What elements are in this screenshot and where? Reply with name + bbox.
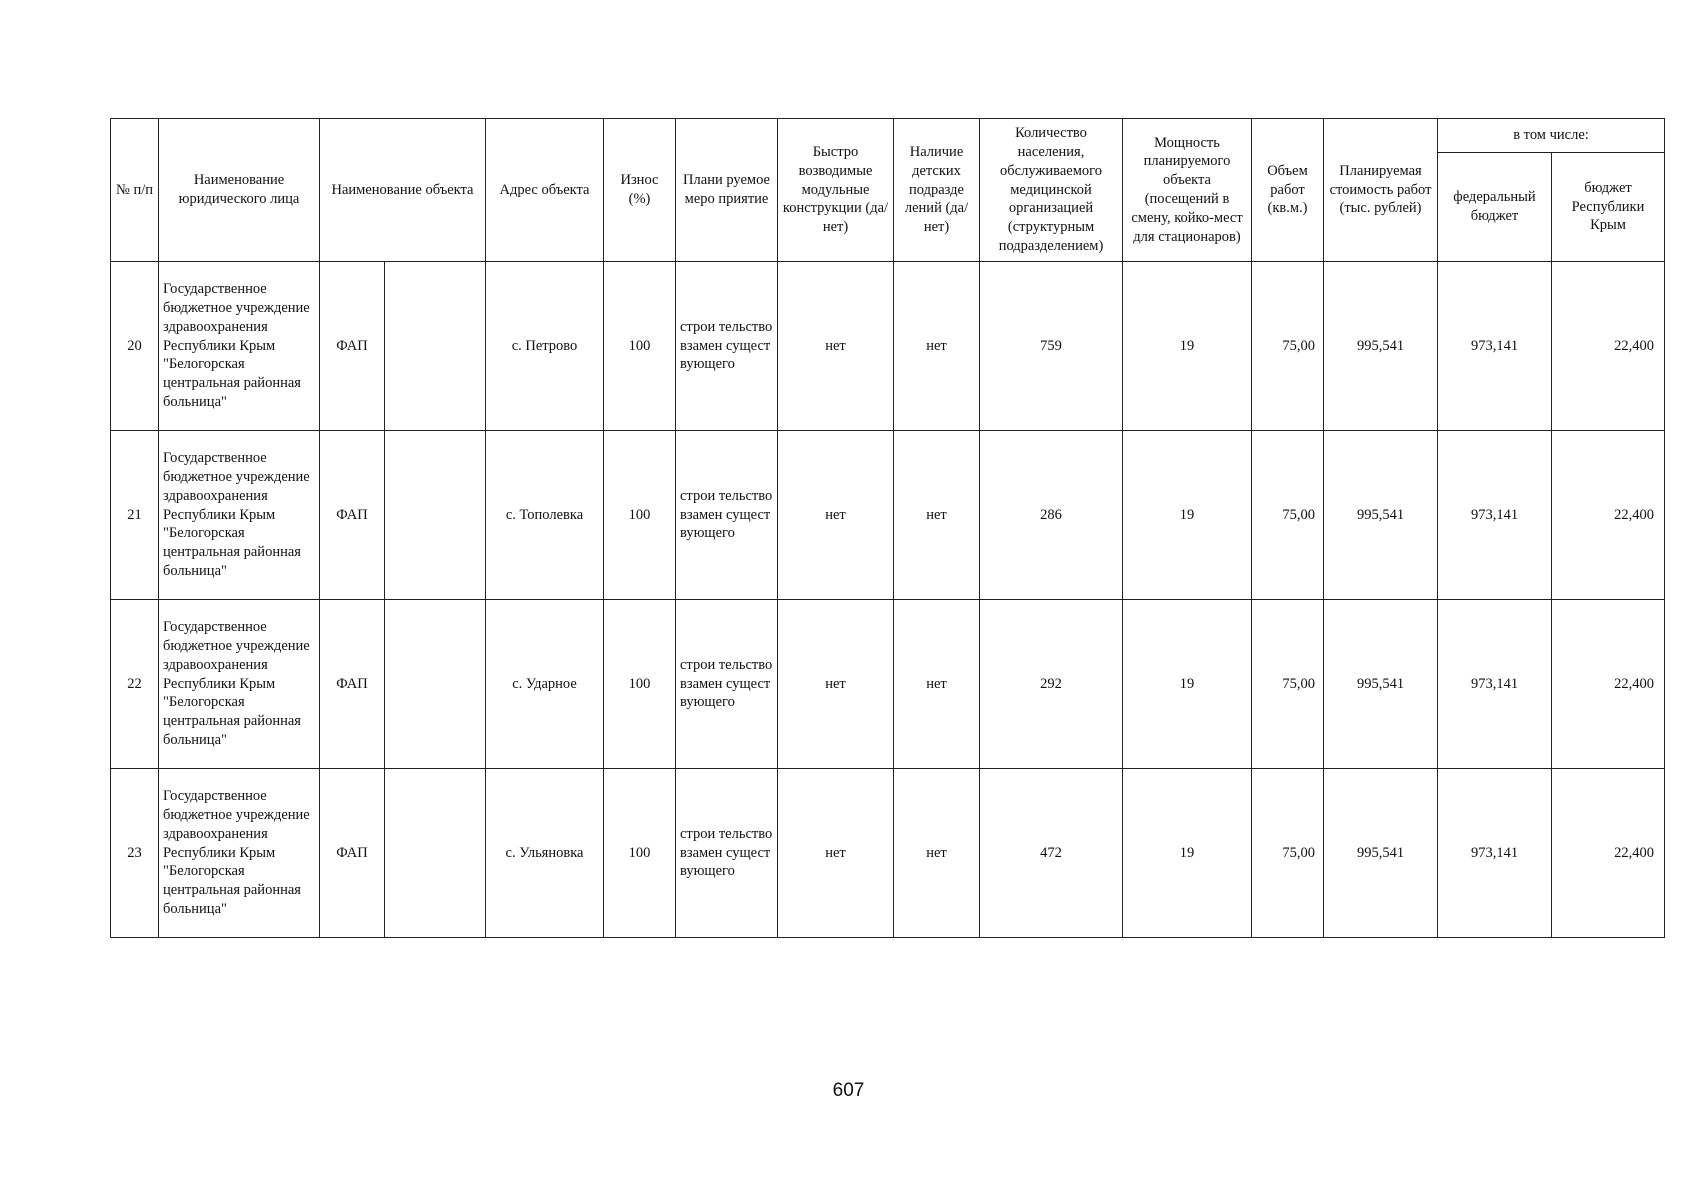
capacity-cell: 19 xyxy=(1123,431,1252,600)
volume-cell: 75,00 xyxy=(1252,600,1324,769)
header-including: в том числе: xyxy=(1438,119,1665,153)
header-no: № п/п xyxy=(111,119,159,262)
object-name-cell: ФАП xyxy=(320,262,385,431)
wear-cell: 100 xyxy=(604,431,676,600)
header-modular: Быстро возводимые модульные конструкции (да/нет) xyxy=(778,119,894,262)
volume-cell: 75,00 xyxy=(1252,431,1324,600)
row-number: 20 xyxy=(111,262,159,431)
header-object-name: Наименование объекта xyxy=(320,119,486,262)
planned-measure-cell: строи тельство взамен сущест вующего xyxy=(676,769,778,938)
wear-cell: 100 xyxy=(604,262,676,431)
volume-cell: 75,00 xyxy=(1252,769,1324,938)
legal-entity-cell: Государственное бюджетное учреждение здравоохранения Республики Крым "Белогорская центральная районная больница" xyxy=(159,769,320,938)
population-cell: 292 xyxy=(980,600,1123,769)
legal-entity-cell: Государственное бюджетное учреждение здравоохранения Республики Крым "Белогорская центральная районная больница" xyxy=(159,600,320,769)
planned-measure-cell: строи тельство взамен сущест вующего xyxy=(676,262,778,431)
legal-entity-cell: Государственное бюджетное учреждение здравоохранения Республики Крым "Белогорская центральная районная больница" xyxy=(159,431,320,600)
regional-cell: 22,400 xyxy=(1552,600,1665,769)
object-extra-cell xyxy=(385,431,486,600)
object-name-cell: ФАП xyxy=(320,600,385,769)
regional-cell: 22,400 xyxy=(1552,262,1665,431)
header-address: Адрес объекта xyxy=(486,119,604,262)
capacity-cell: 19 xyxy=(1123,262,1252,431)
header-legal-entity: Наименование юридического лица xyxy=(159,119,320,262)
object-name-cell: ФАП xyxy=(320,431,385,600)
capacity-cell: 19 xyxy=(1123,600,1252,769)
address-cell: с. Ульяновка xyxy=(486,769,604,938)
population-cell: 759 xyxy=(980,262,1123,431)
cost-cell: 995,541 xyxy=(1324,431,1438,600)
document-sheet xyxy=(110,118,1665,938)
capacity-cell: 19 xyxy=(1123,769,1252,938)
table-row xyxy=(111,431,1665,600)
wear-cell: 100 xyxy=(604,769,676,938)
facility-table xyxy=(110,118,1665,938)
table-row xyxy=(111,262,1665,431)
address-cell: с. Петрово xyxy=(486,262,604,431)
header-cost: Планируемая стоимость работ (тыс. рублей) xyxy=(1324,119,1438,262)
header-wear: Износ (%) xyxy=(604,119,676,262)
page-number: 607 xyxy=(832,1080,865,1101)
cost-cell: 995,541 xyxy=(1324,769,1438,938)
modular-cell: нет xyxy=(778,600,894,769)
children-units-cell: нет xyxy=(894,600,980,769)
object-extra-cell xyxy=(385,600,486,769)
object-extra-cell xyxy=(385,769,486,938)
header-federal: федеральный бюджет xyxy=(1438,153,1552,262)
children-units-cell: нет xyxy=(894,262,980,431)
table-row xyxy=(111,769,1665,938)
federal-cell: 973,141 xyxy=(1438,262,1552,431)
object-name-cell: ФАП xyxy=(320,769,385,938)
cost-cell: 995,541 xyxy=(1324,262,1438,431)
row-number: 21 xyxy=(111,431,159,600)
federal-cell: 973,141 xyxy=(1438,431,1552,600)
header-children-units: Наличие детских подразде лений (да/нет) xyxy=(894,119,980,262)
federal-cell: 973,141 xyxy=(1438,600,1552,769)
row-number: 22 xyxy=(111,600,159,769)
header-planned-measure: Плани руемое меро приятие xyxy=(676,119,778,262)
address-cell: с. Тополевка xyxy=(486,431,604,600)
wear-cell: 100 xyxy=(604,600,676,769)
table-row xyxy=(111,600,1665,769)
population-cell: 286 xyxy=(980,431,1123,600)
cost-cell: 995,541 xyxy=(1324,600,1438,769)
federal-cell: 973,141 xyxy=(1438,769,1552,938)
header-capacity: Мощность планируемого объекта (посещений в смену, койко-мест для стационаров) xyxy=(1123,119,1252,262)
header-volume: Объем работ (кв.м.) xyxy=(1252,119,1324,262)
header-regional: бюджет Республики Крым xyxy=(1552,153,1665,262)
population-cell: 472 xyxy=(980,769,1123,938)
volume-cell: 75,00 xyxy=(1252,262,1324,431)
object-extra-cell xyxy=(385,262,486,431)
row-number: 23 xyxy=(111,769,159,938)
modular-cell: нет xyxy=(778,262,894,431)
modular-cell: нет xyxy=(778,431,894,600)
children-units-cell: нет xyxy=(894,769,980,938)
address-cell: с. Ударное xyxy=(486,600,604,769)
header-row xyxy=(111,119,1665,153)
planned-measure-cell: строи тельство взамен сущест вующего xyxy=(676,431,778,600)
planned-measure-cell: строи тельство взамен сущест вующего xyxy=(676,600,778,769)
children-units-cell: нет xyxy=(894,431,980,600)
header-population: Количество населения, обслуживаемого медицинской организацией (структурным подразделением) xyxy=(980,119,1123,262)
regional-cell: 22,400 xyxy=(1552,431,1665,600)
regional-cell: 22,400 xyxy=(1552,769,1665,938)
modular-cell: нет xyxy=(778,769,894,938)
legal-entity-cell: Государственное бюджетное учреждение здравоохранения Республики Крым "Белогорская центральная районная больница" xyxy=(159,262,320,431)
